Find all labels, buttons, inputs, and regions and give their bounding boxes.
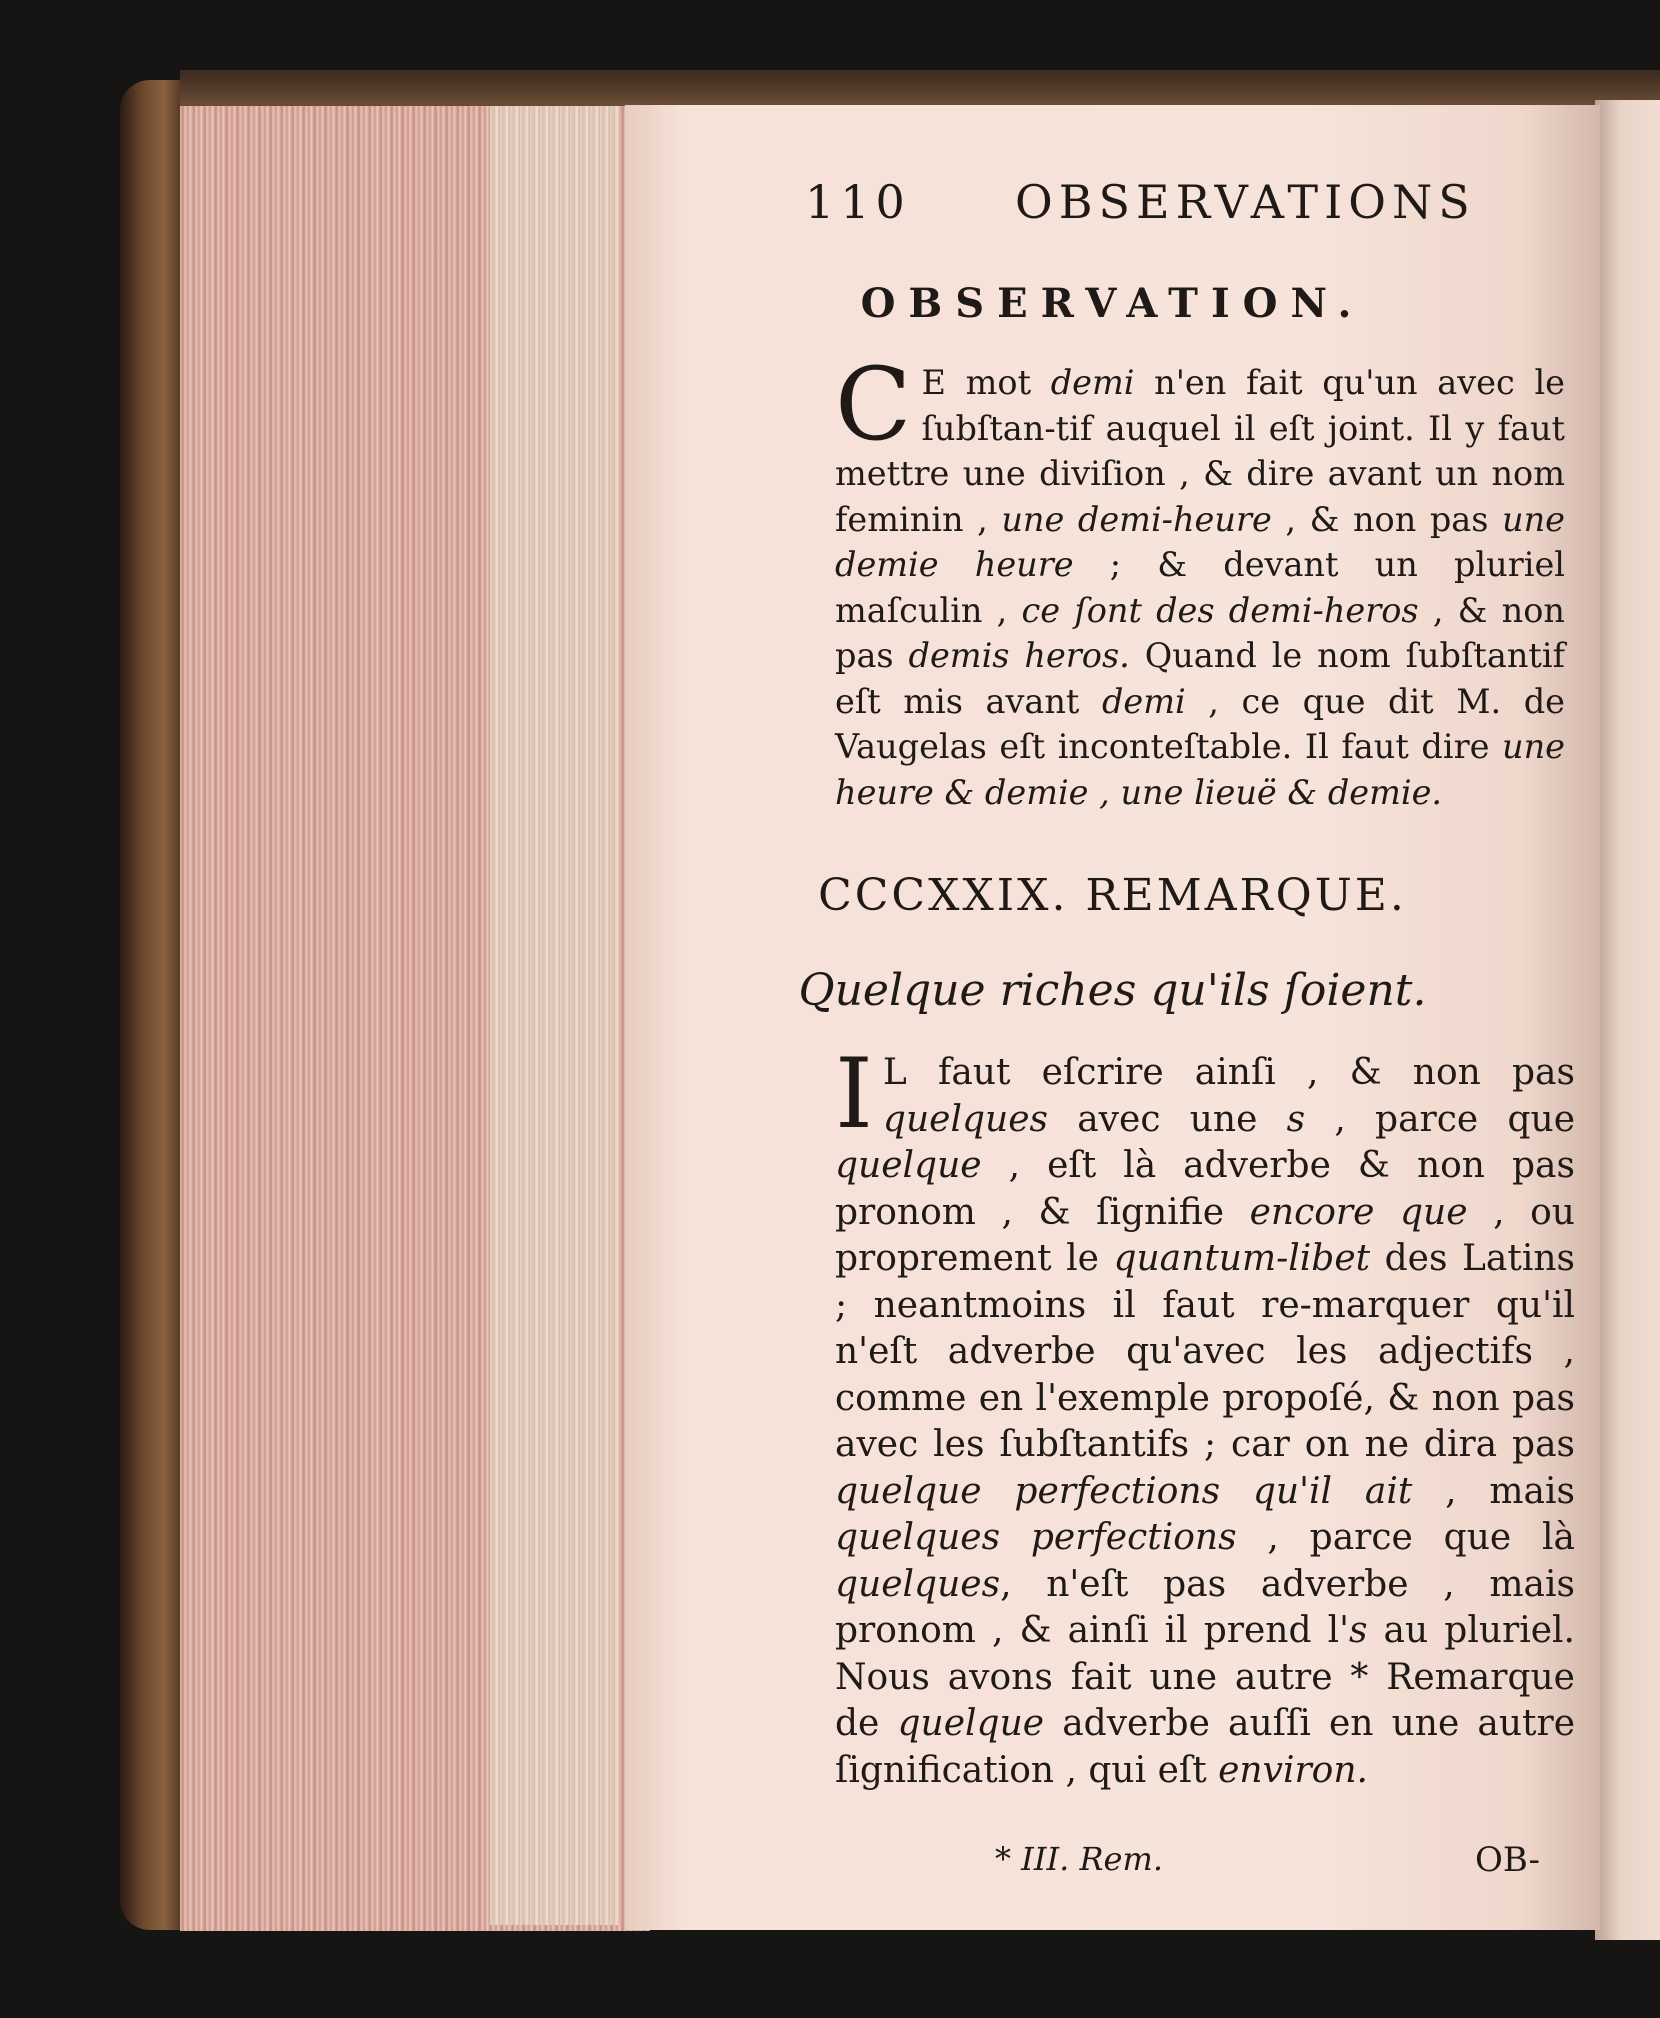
observation-heading: OBSERVATION. — [860, 280, 1365, 327]
italic-run: s — [1286, 1098, 1306, 1140]
italic-run: quelque perfections qu'il ait — [835, 1470, 1413, 1512]
italic-run: demis heros. — [908, 636, 1130, 675]
italic-run: demi — [1050, 363, 1135, 402]
text-run: , parce que là — [1236, 1517, 1575, 1558]
text-run: avec une — [1047, 1098, 1287, 1140]
italic-run: une heure & demie , une lieuë & demie. — [835, 727, 1565, 812]
page-edge-strips — [490, 100, 620, 1925]
dropcap: C — [835, 346, 912, 463]
text-run: ; & devant un pluriel maſculin , — [835, 545, 1565, 630]
text-run: des Latins ; neantmoins il faut re-marquer qu'il n'eſt adverbe qu'avec les adjectifs , comme en l'exemple propoſé, & non pas avec les ſubſtantifs ; car on ne dira pas — [835, 1238, 1575, 1465]
book-cover-top — [180, 70, 1660, 106]
text-run: , eſt là adverbe & non pas pronom , & ſignifie — [835, 1145, 1575, 1233]
text-run: , ce que dit M. de Vaugelas eſt inconteſtable. Il faut dire — [835, 681, 1565, 766]
text-run: , mais — [1412, 1470, 1575, 1512]
italic-run: demi — [1101, 681, 1186, 721]
italic-run: ce ſont des demi-heros — [1021, 590, 1419, 630]
page-number: 110 — [805, 175, 911, 229]
catchword: OB- — [1475, 1840, 1540, 1880]
text-run: n'en fait qu'un avec le ſubſtan-tif auquel il eſt joint. Il y faut mettre une diviſion , & dire avant un nom feminin , — [835, 363, 1565, 539]
text-run: , n'eſt pas adverbe , mais pronom , & ainſi il prend l' — [835, 1563, 1575, 1651]
text-run: , & non pas — [835, 590, 1565, 675]
italic-run: quelques perfections — [835, 1517, 1237, 1558]
footnote: * III. Rem. — [995, 1840, 1163, 1878]
italic-run: quantum-libet — [1113, 1238, 1371, 1279]
italic-run: quelque — [897, 1703, 1045, 1744]
text-run: , & non pas — [1271, 499, 1503, 539]
italic-run: encore que — [1249, 1191, 1468, 1233]
remarque-heading: CCCXXIX. REMARQUE. — [818, 870, 1407, 921]
text-run: , parce que — [1305, 1098, 1575, 1140]
italic-run: quelque — [835, 1145, 982, 1186]
remarque-subheading: Quelque riches qu'ils ſoient. — [798, 965, 1427, 1016]
remarque-paragraph — [835, 1038, 1576, 1794]
italic-run: environ. — [1218, 1749, 1368, 1791]
italic-run: s — [1349, 1610, 1368, 1651]
book-page — [625, 105, 1600, 1930]
text-run: L faut eſcrire ainſi , & non pas — [882, 1052, 1575, 1093]
text-run: E mot — [921, 363, 1051, 402]
italic-run: une demi-heure — [1001, 499, 1272, 539]
text-run: , ou proprement le — [835, 1191, 1575, 1279]
text-run: adverbe auſſi en une autre ſignification , qui eſt — [835, 1703, 1576, 1791]
dropcap: I — [835, 1038, 873, 1150]
observation-paragraph — [835, 346, 1566, 815]
italic-run: quelques — [882, 1098, 1048, 1140]
text-run: au pluriel. Nous avons fait une autre * Remarque de — [835, 1610, 1575, 1744]
italic-run: une demie heure — [835, 499, 1566, 584]
italic-run: quelques — [835, 1563, 1001, 1605]
text-run: Quand le nom ſubſtantif eſt mis avant — [835, 636, 1565, 721]
facing-page-edge — [1595, 100, 1660, 1940]
running-title: OBSERVATIONS — [1015, 175, 1476, 229]
